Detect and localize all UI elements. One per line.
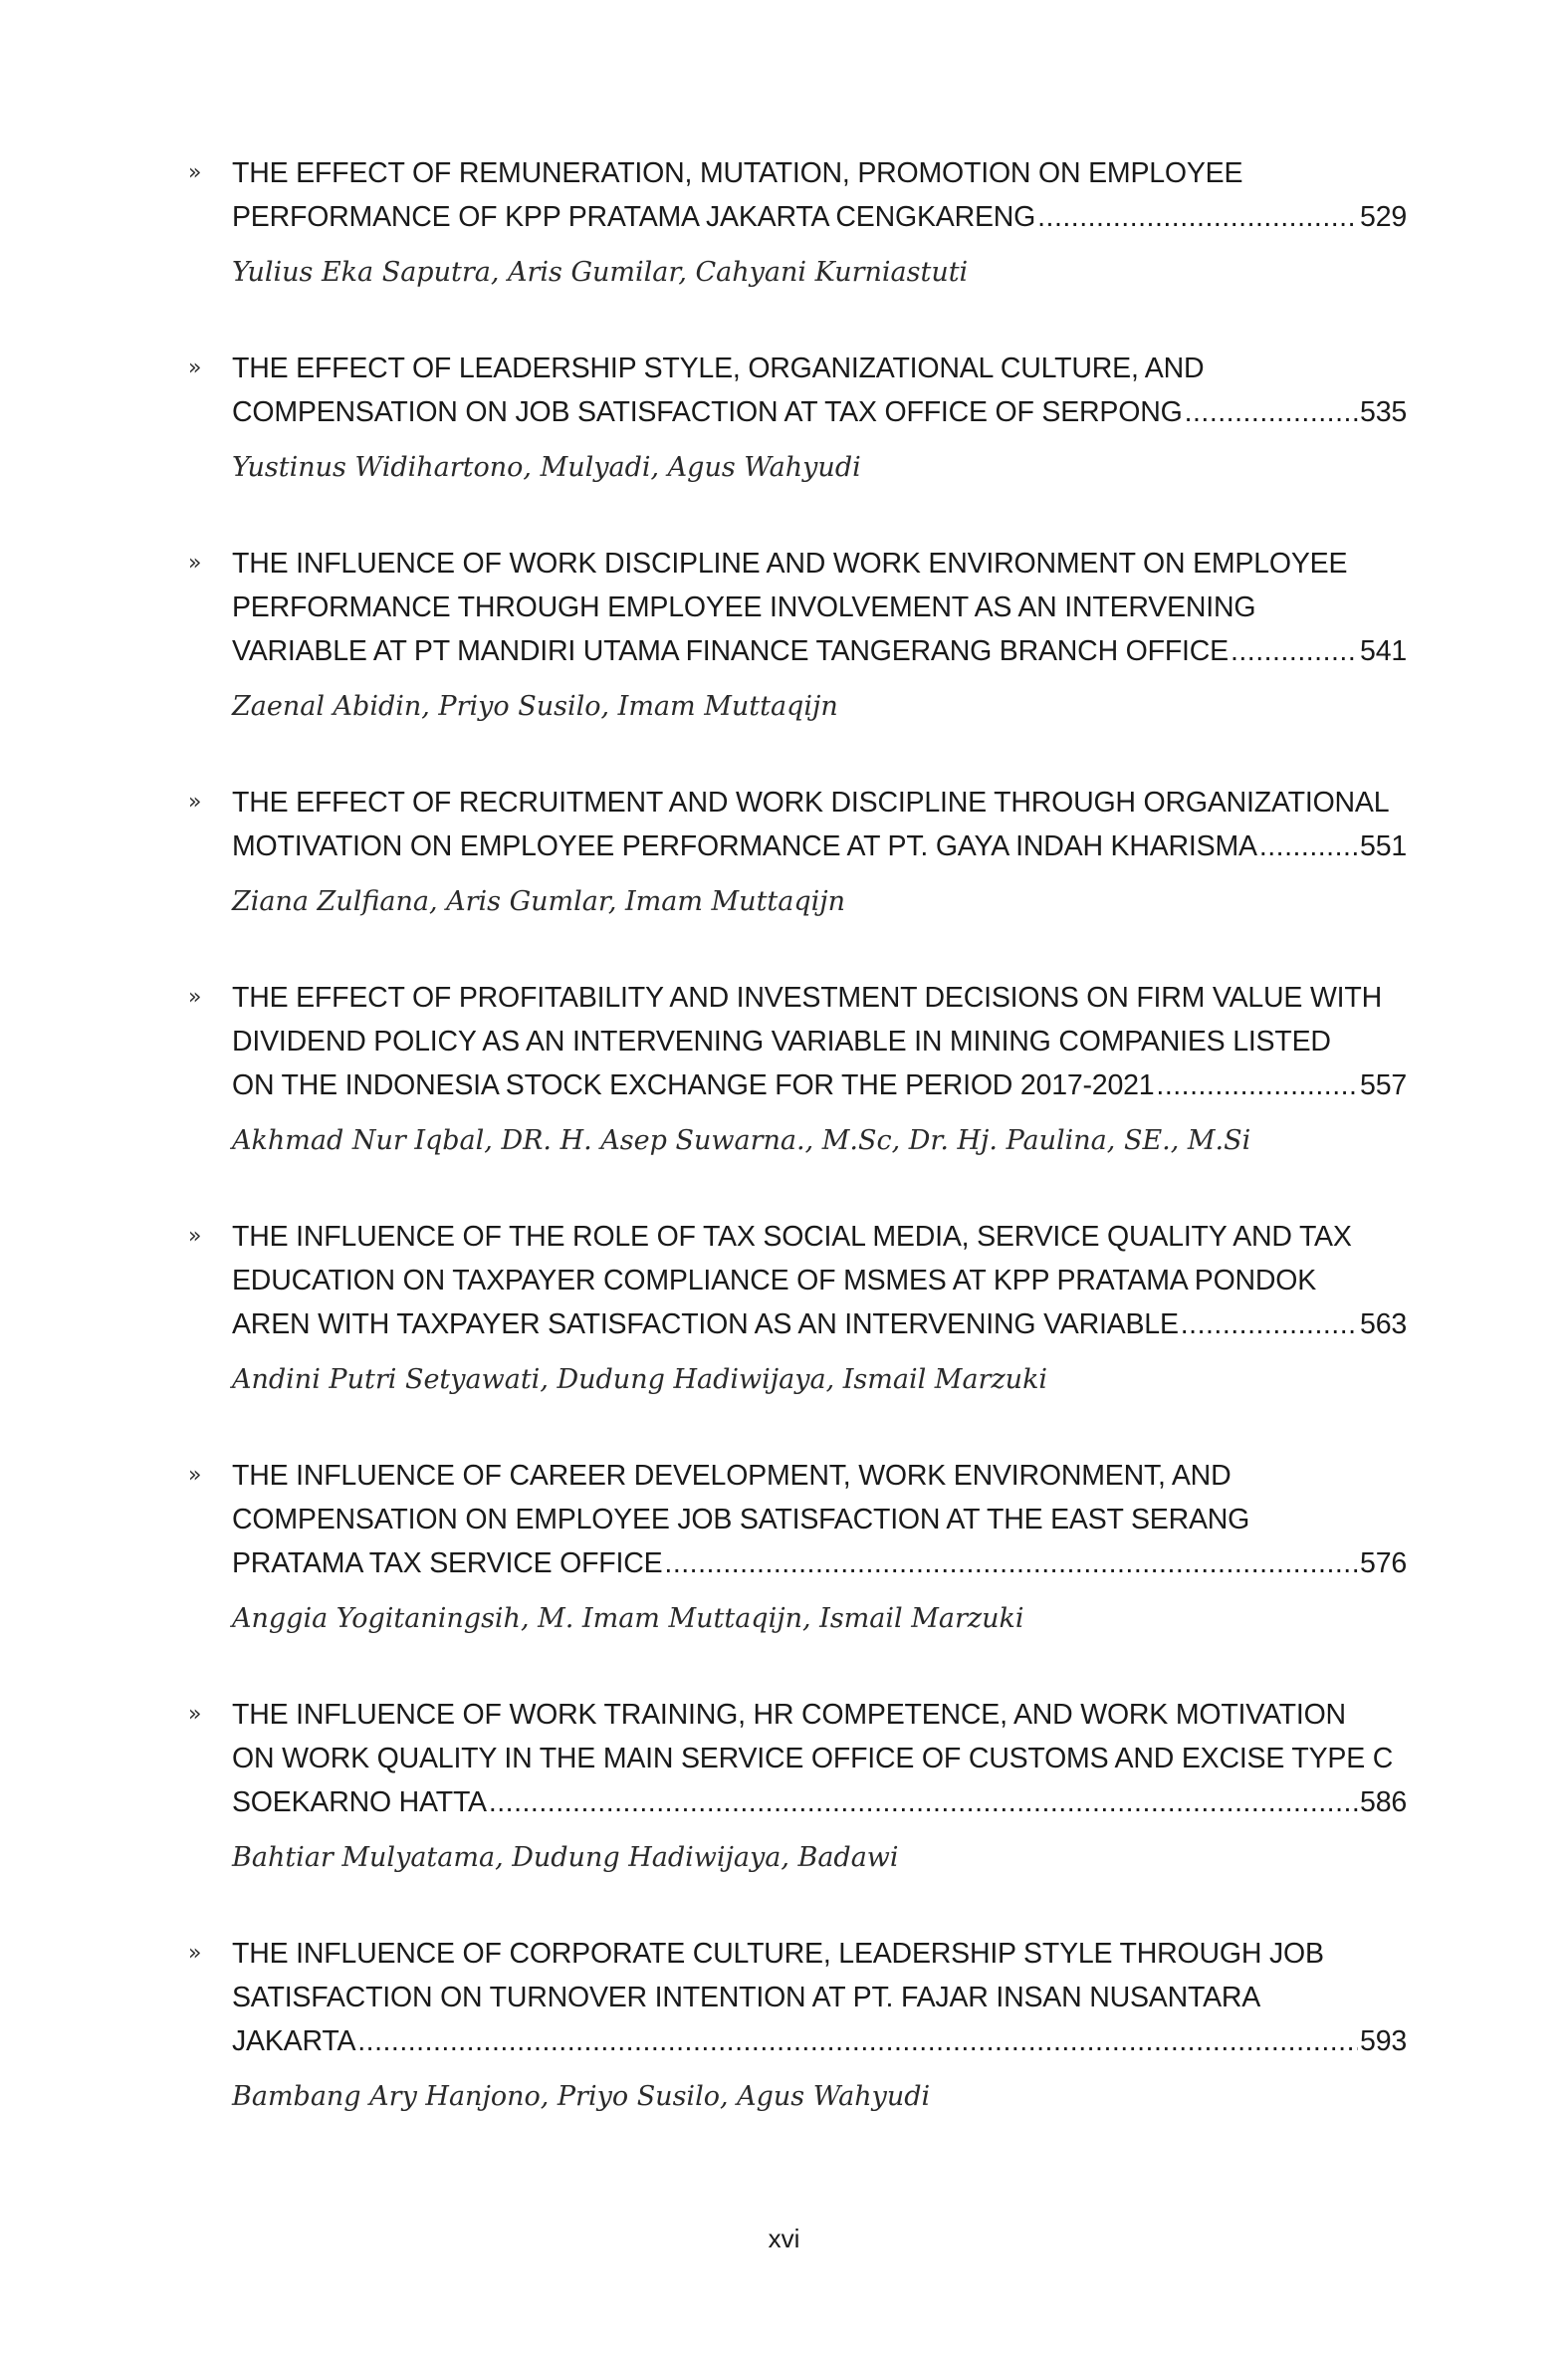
title-line: THE INFLUENCE OF WORK DISCIPLINE AND WORK ENVIRONMENT ON EMPLOYEE	[232, 548, 1348, 580]
entry-page-number[interactable]: 541	[1360, 635, 1407, 667]
toc-entry[interactable]	[188, 1454, 1407, 1693]
title-last-line	[232, 195, 1407, 239]
dot-leader	[1231, 629, 1358, 673]
title-last-line	[232, 2019, 1407, 2063]
page-number: xvi	[768, 2224, 800, 2253]
dot-leader	[1259, 824, 1358, 868]
bullet-icon: »	[188, 985, 202, 1010]
dot-leader	[1181, 1302, 1358, 1346]
entry-page-number[interactable]: 551	[1360, 830, 1407, 862]
title-line: PERFORMANCE OF KPP PRATAMA JAKARTA CENGKARENG	[232, 201, 1036, 233]
entry-authors: Yustinus Widihartono, Mulyadi, Agus Wahyudi	[232, 452, 861, 483]
bullet-icon: »	[188, 1463, 202, 1488]
entry-page-number[interactable]: 593	[1360, 2025, 1407, 2057]
entry-authors: Akhmad Nur Iqbal, DR. H. Asep Suwarna., M.Sc, Dr. Hj. Paulina, SE., M.Si	[232, 1125, 1251, 1156]
bullet-icon: »	[188, 160, 202, 185]
title-last-line	[232, 390, 1407, 434]
entry-title	[232, 976, 1407, 1107]
entry-page-number[interactable]: 557	[1360, 1069, 1407, 1101]
entry-title	[232, 1932, 1407, 2063]
title-last-line	[232, 1780, 1407, 1824]
bullet-icon: »	[188, 1702, 202, 1727]
bullet-icon: »	[188, 1941, 202, 1966]
bullet-icon: »	[188, 1224, 202, 1249]
entry-title	[232, 151, 1407, 239]
title-last-line	[232, 1541, 1407, 1585]
title-line: THE INFLUENCE OF THE ROLE OF TAX SOCIAL MEDIA, SERVICE QUALITY AND TAX	[232, 1221, 1352, 1253]
dot-leader	[1037, 195, 1358, 239]
toc-entry[interactable]	[188, 1932, 1407, 2171]
toc-entry[interactable]	[188, 151, 1407, 347]
entry-authors: Zaenal Abidin, Priyo Susilo, Imam Muttaqijn	[232, 691, 838, 722]
bullet-icon: »	[188, 551, 202, 576]
dot-leader	[1156, 1063, 1358, 1107]
title-last-line	[232, 1302, 1407, 1346]
toc-entry[interactable]	[188, 976, 1407, 1215]
title-line: THE INFLUENCE OF CAREER DEVELOPMENT, WORK ENVIRONMENT, AND	[232, 1460, 1232, 1492]
title-line: COMPENSATION ON EMPLOYEE JOB SATISFACTION AT THE EAST SERANG	[232, 1504, 1250, 1535]
title-line: ON WORK QUALITY IN THE MAIN SERVICE OFFICE OF CUSTOMS AND EXCISE TYPE C	[232, 1743, 1394, 1774]
title-line: MOTIVATION ON EMPLOYEE PERFORMANCE AT PT. GAYA INDAH KHARISMA	[232, 830, 1257, 862]
title-line: THE INFLUENCE OF CORPORATE CULTURE, LEADERSHIP STYLE THROUGH JOB	[232, 1938, 1324, 1970]
toc-entry[interactable]	[188, 347, 1407, 542]
entry-authors: Yulius Eka Saputra, Aris Gumilar, Cahyani Kurniastuti	[232, 257, 969, 288]
dot-leader	[357, 2019, 1358, 2063]
title-line: ON THE INDONESIA STOCK EXCHANGE FOR THE PERIOD 2017-2021	[232, 1069, 1155, 1101]
entry-page-number[interactable]: 576	[1360, 1547, 1407, 1579]
title-line: THE EFFECT OF RECRUITMENT AND WORK DISCIPLINE THROUGH ORGANIZATIONAL	[232, 787, 1390, 819]
entry-title	[232, 1454, 1407, 1585]
bullet-icon: »	[188, 355, 202, 380]
title-last-line	[232, 824, 1407, 868]
title-line: DIVIDEND POLICY AS AN INTERVENING VARIABLE IN MINING COMPANIES LISTED	[232, 1026, 1331, 1058]
title-line: VARIABLE AT PT MANDIRI UTAMA FINANCE TANGERANG BRANCH OFFICE	[232, 635, 1229, 667]
title-line: THE EFFECT OF PROFITABILITY AND INVESTMENT DECISIONS ON FIRM VALUE WITH	[232, 982, 1382, 1014]
title-line: AREN WITH TAXPAYER SATISFACTION AS AN INTERVENING VARIABLE	[232, 1308, 1179, 1340]
toc-entry[interactable]	[188, 1693, 1407, 1932]
entry-page-number[interactable]: 535	[1360, 396, 1407, 428]
entry-title	[232, 781, 1407, 868]
entry-authors: Anggia Yogitaningsih, M. Imam Muttaqijn, Ismail Marzuki	[232, 1603, 1024, 1634]
title-line: THE INFLUENCE OF WORK TRAINING, HR COMPETENCE, AND WORK MOTIVATION	[232, 1699, 1346, 1731]
entry-authors: Andini Putri Setyawati, Dudung Hadiwijaya, Ismail Marzuki	[232, 1364, 1048, 1395]
dot-leader	[489, 1780, 1358, 1824]
entry-authors: Ziana Zulfiana, Aris Gumlar, Imam Muttaqijn	[232, 886, 846, 917]
title-line: SOEKARNO HATTA	[232, 1786, 487, 1818]
toc-entry[interactable]	[188, 781, 1407, 976]
bullet-icon: »	[188, 790, 202, 815]
title-line: THE EFFECT OF REMUNERATION, MUTATION, PROMOTION ON EMPLOYEE	[232, 157, 1243, 189]
toc-entry[interactable]	[188, 1215, 1407, 1454]
entry-authors: Bambang Ary Hanjono, Priyo Susilo, Agus Wahyudi	[232, 2081, 931, 2112]
entry-authors: Bahtiar Mulyatama, Dudung Hadiwijaya, Badawi	[232, 1842, 899, 1873]
title-last-line	[232, 629, 1407, 673]
title-line: SATISFACTION ON TURNOVER INTENTION AT PT. FAJAR INSAN NUSANTARA	[232, 1982, 1261, 2013]
entry-title	[232, 1693, 1407, 1824]
table-of-contents	[188, 151, 1407, 2171]
title-line: JAKARTA	[232, 2025, 356, 2057]
entry-page-number[interactable]: 586	[1360, 1786, 1407, 1818]
entry-title	[232, 542, 1407, 673]
title-last-line	[232, 1063, 1407, 1107]
title-line: PERFORMANCE THROUGH EMPLOYEE INVOLVEMENT AS AN INTERVENING	[232, 591, 1256, 623]
title-line: PRATAMA TAX SERVICE OFFICE	[232, 1547, 663, 1579]
entry-page-number[interactable]: 529	[1360, 201, 1407, 233]
title-line: EDUCATION ON TAXPAYER COMPLIANCE OF MSMES AT KPP PRATAMA PONDOK	[232, 1265, 1317, 1296]
title-line: THE EFFECT OF LEADERSHIP STYLE, ORGANIZATIONAL CULTURE, AND	[232, 353, 1205, 384]
entry-title	[232, 347, 1407, 434]
entry-title	[232, 1215, 1407, 1346]
toc-entry[interactable]	[188, 542, 1407, 781]
entry-page-number[interactable]: 563	[1360, 1308, 1407, 1340]
dot-leader	[664, 1541, 1358, 1585]
dot-leader	[1185, 390, 1358, 434]
title-line: COMPENSATION ON JOB SATISFACTION AT TAX OFFICE OF SERPONG	[232, 396, 1183, 428]
